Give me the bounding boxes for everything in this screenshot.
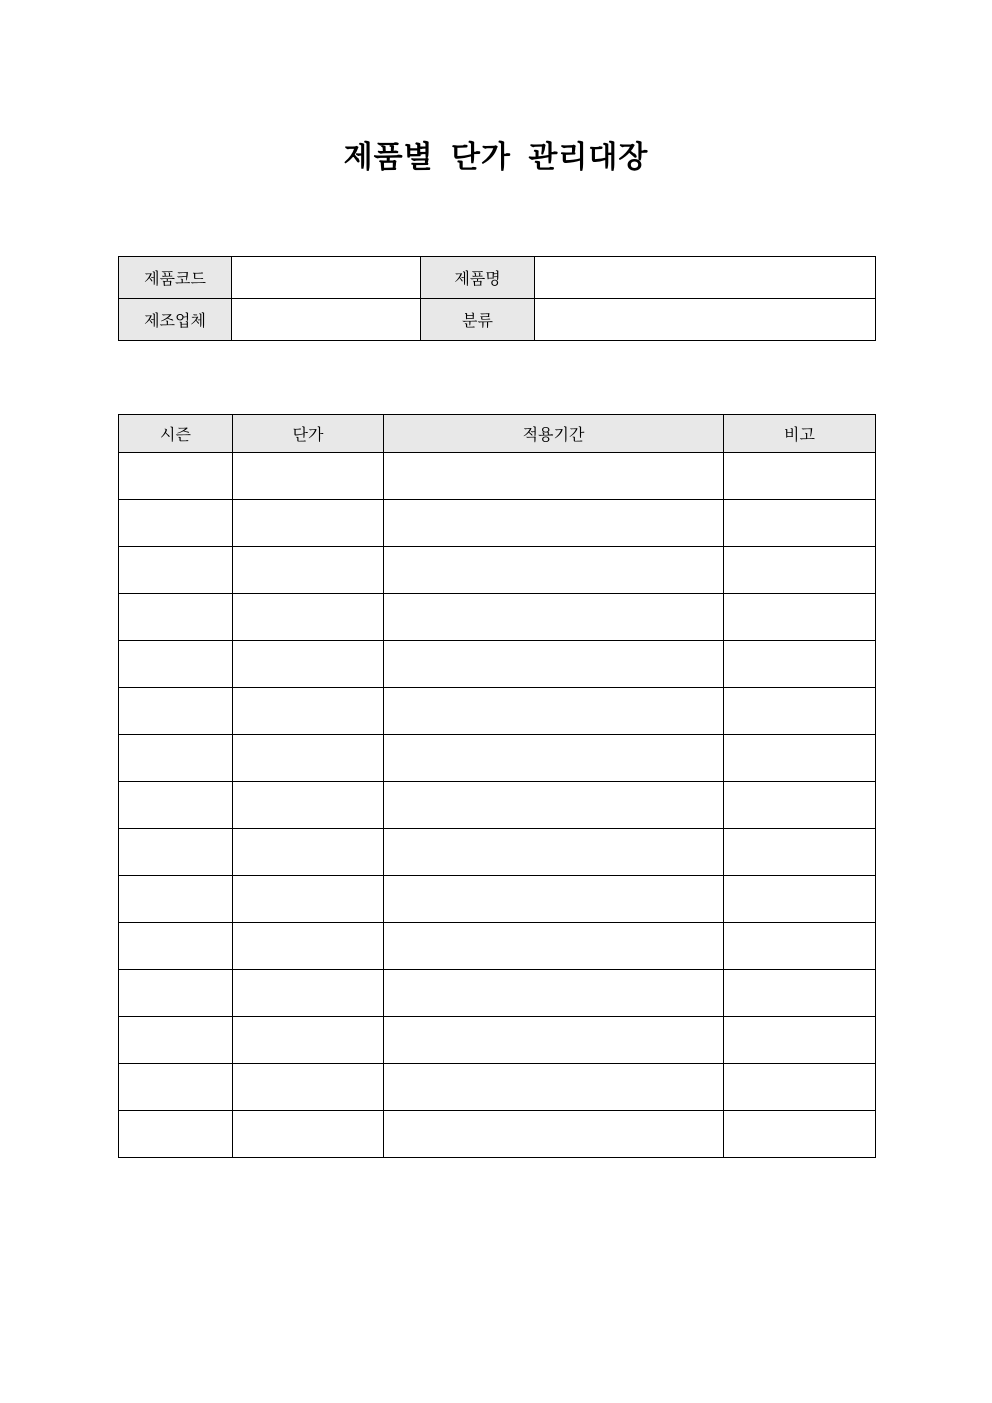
season-cell[interactable]: [119, 1017, 233, 1064]
season-cell[interactable]: [119, 970, 233, 1017]
unit-price-cell[interactable]: [233, 1111, 384, 1158]
period-cell[interactable]: [384, 735, 724, 782]
period-cell[interactable]: [384, 1017, 724, 1064]
period-cell[interactable]: [384, 1111, 724, 1158]
unit-price-cell[interactable]: [233, 829, 384, 876]
table-row: [119, 782, 876, 829]
product-code-field[interactable]: [232, 257, 421, 299]
product-info-table: [118, 256, 876, 341]
season-cell[interactable]: [119, 782, 233, 829]
remarks-cell[interactable]: [724, 829, 876, 876]
period-cell[interactable]: [384, 970, 724, 1017]
table-row: [119, 829, 876, 876]
table-row: [119, 641, 876, 688]
remarks-cell[interactable]: [724, 782, 876, 829]
remarks-cell[interactable]: [724, 547, 876, 594]
unit-price-cell[interactable]: [233, 876, 384, 923]
unit-price-cell[interactable]: [233, 641, 384, 688]
period-cell[interactable]: [384, 594, 724, 641]
remarks-cell[interactable]: [724, 970, 876, 1017]
remarks-cell[interactable]: [724, 735, 876, 782]
period-cell[interactable]: [384, 923, 724, 970]
unit-price-header: 단가: [233, 415, 384, 453]
unit-price-cell[interactable]: [233, 735, 384, 782]
table-row: [119, 1017, 876, 1064]
table-row: [119, 970, 876, 1017]
remarks-cell[interactable]: [724, 688, 876, 735]
period-cell[interactable]: [384, 1064, 724, 1111]
season-cell[interactable]: [119, 923, 233, 970]
remarks-cell[interactable]: [724, 500, 876, 547]
unit-price-cell[interactable]: [233, 547, 384, 594]
category-field[interactable]: [535, 299, 876, 341]
category-label: 분류: [421, 299, 535, 341]
remarks-cell[interactable]: [724, 641, 876, 688]
manufacturer-label: 제조업체: [119, 299, 232, 341]
season-cell[interactable]: [119, 453, 233, 500]
remarks-cell[interactable]: [724, 1017, 876, 1064]
unit-price-cell[interactable]: [233, 923, 384, 970]
remarks-header: 비고: [724, 415, 876, 453]
season-cell[interactable]: [119, 876, 233, 923]
season-cell[interactable]: [119, 1111, 233, 1158]
info-row: [119, 299, 876, 341]
table-row: [119, 453, 876, 500]
table-row: [119, 876, 876, 923]
season-cell[interactable]: [119, 641, 233, 688]
period-cell[interactable]: [384, 829, 724, 876]
remarks-cell[interactable]: [724, 1111, 876, 1158]
unit-price-cell[interactable]: [233, 453, 384, 500]
season-cell[interactable]: [119, 1064, 233, 1111]
price-header-row: [119, 415, 876, 453]
period-header: 적용기간: [384, 415, 724, 453]
period-cell[interactable]: [384, 641, 724, 688]
season-header: 시즌: [119, 415, 233, 453]
remarks-cell[interactable]: [724, 923, 876, 970]
remarks-cell[interactable]: [724, 453, 876, 500]
season-cell[interactable]: [119, 594, 233, 641]
table-row: [119, 688, 876, 735]
period-cell[interactable]: [384, 782, 724, 829]
season-cell[interactable]: [119, 500, 233, 547]
unit-price-cell[interactable]: [233, 500, 384, 547]
season-cell[interactable]: [119, 735, 233, 782]
period-cell[interactable]: [384, 500, 724, 547]
table-row: [119, 547, 876, 594]
price-history-table: [118, 414, 876, 1158]
manufacturer-field[interactable]: [232, 299, 421, 341]
price-table-body: [119, 453, 876, 1158]
remarks-cell[interactable]: [724, 1064, 876, 1111]
table-row: [119, 735, 876, 782]
unit-price-cell[interactable]: [233, 594, 384, 641]
product-name-field[interactable]: [535, 257, 876, 299]
unit-price-cell[interactable]: [233, 970, 384, 1017]
unit-price-cell[interactable]: [233, 1064, 384, 1111]
table-row: [119, 594, 876, 641]
period-cell[interactable]: [384, 547, 724, 594]
remarks-cell[interactable]: [724, 876, 876, 923]
table-row: [119, 1111, 876, 1158]
remarks-cell[interactable]: [724, 594, 876, 641]
season-cell[interactable]: [119, 688, 233, 735]
season-cell[interactable]: [119, 547, 233, 594]
product-code-label: 제품코드: [119, 257, 232, 299]
info-row: [119, 257, 876, 299]
unit-price-cell[interactable]: [233, 1017, 384, 1064]
season-cell[interactable]: [119, 829, 233, 876]
period-cell[interactable]: [384, 876, 724, 923]
table-row: [119, 500, 876, 547]
table-row: [119, 923, 876, 970]
table-row: [119, 1064, 876, 1111]
unit-price-cell[interactable]: [233, 688, 384, 735]
unit-price-cell[interactable]: [233, 782, 384, 829]
document-title: 제품별 단가 관리대장: [343, 140, 649, 175]
period-cell[interactable]: [384, 453, 724, 500]
period-cell[interactable]: [384, 688, 724, 735]
product-name-label: 제품명: [421, 257, 535, 299]
